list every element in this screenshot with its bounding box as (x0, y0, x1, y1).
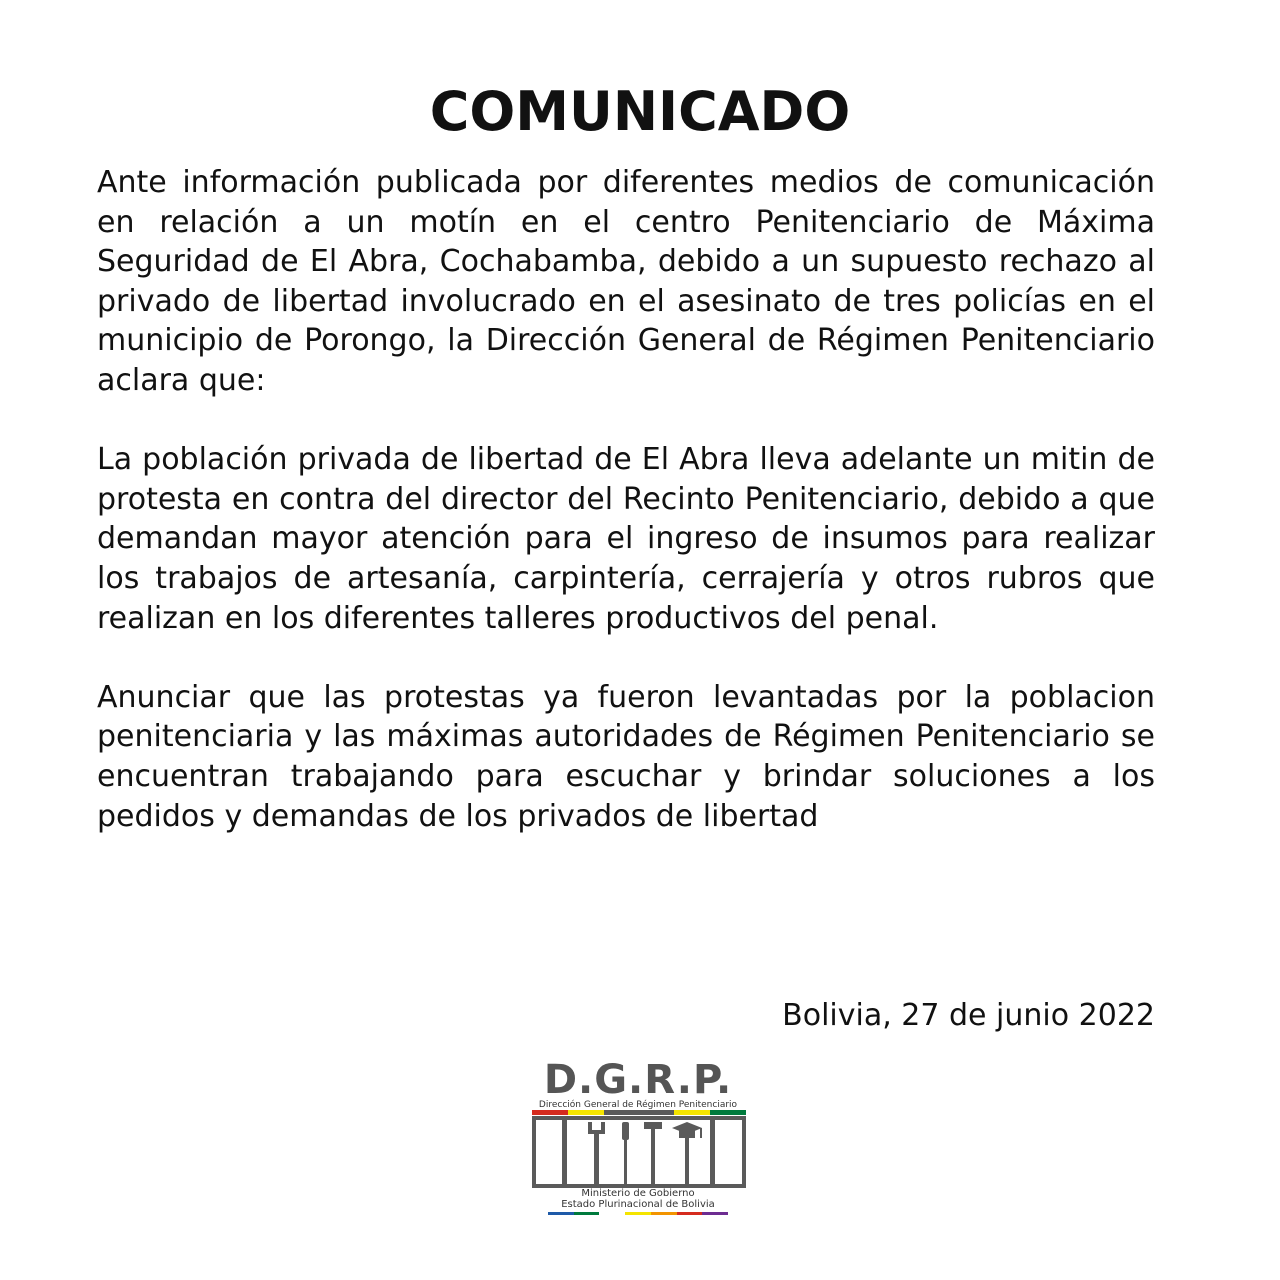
stripe-orange (651, 1212, 677, 1215)
dgrp-logo (528, 1058, 748, 1223)
document-body (97, 163, 1155, 836)
graduation-cap-icon (672, 1122, 702, 1184)
flag-stripe-green (710, 1110, 746, 1115)
flag-stripe-gray (604, 1110, 674, 1115)
wrench-icon (588, 1122, 605, 1184)
gate-bar (710, 1120, 715, 1184)
gate-bar (562, 1120, 567, 1184)
date-line: Bolivia, 27 de junio 2022 (782, 998, 1155, 1033)
stripe-green (574, 1212, 600, 1215)
stripe-white (599, 1212, 625, 1215)
stripe-red (677, 1212, 703, 1215)
stripe-yellow (625, 1212, 651, 1215)
flag-stripe-yellow (568, 1110, 604, 1115)
logo-color-stripe (548, 1212, 728, 1215)
logo-state-text: Estado Plurinacional de Bolivia (561, 1199, 715, 1210)
paragraph-spacer (97, 401, 1155, 441)
page-title: COMUNICADO (429, 80, 851, 143)
hammer-icon (644, 1122, 662, 1184)
logo-initials: D.G.R.P. (543, 1057, 733, 1103)
paragraph-spacer (97, 638, 1155, 678)
flag-stripe-yellow-2 (674, 1110, 710, 1115)
paragraph-2: La población privada de libertad de El Abra lleva adelante un mitin de protesta en contra del director del Recinto Penitenciario, debido a que demandan mayor atención para el ingreso de insumos para realizar los trabajos de artesanía, carpintería, cerrajería y otros rubros que realizan en los diferentes talleres productivos del penal. (97, 442, 1155, 636)
logo-ministry-text: Ministerio de Gobierno (581, 1188, 695, 1199)
paragraph-1: Ante información publicada por diferentes medios de comunicación en relación a un motín en el centro Penitenciario de Máxima Seguridad de El Abra, Cochabamba, debido a un supuesto rechazo al privado de libertad involucrado en el asesinato de tres policías en el municipio de Porongo, la Dirección General de Régimen Penitenciario aclara que: (97, 165, 1155, 398)
stripe-purple (702, 1212, 728, 1215)
stripe-blue (548, 1212, 574, 1215)
paragraph-3: Anunciar que las protestas ya fueron levantadas por la poblacion penitenciaria y las máximas autoridades de Régimen Penitenciario se encuentran trabajando para escuchar y brindar soluciones a los pedidos y demandas de los privados de libertad (97, 679, 1155, 834)
screwdriver-icon (622, 1122, 629, 1184)
flag-stripe-red (532, 1110, 568, 1115)
logo-full-name: Dirección General de Régimen Penitenciario (538, 1100, 738, 1110)
